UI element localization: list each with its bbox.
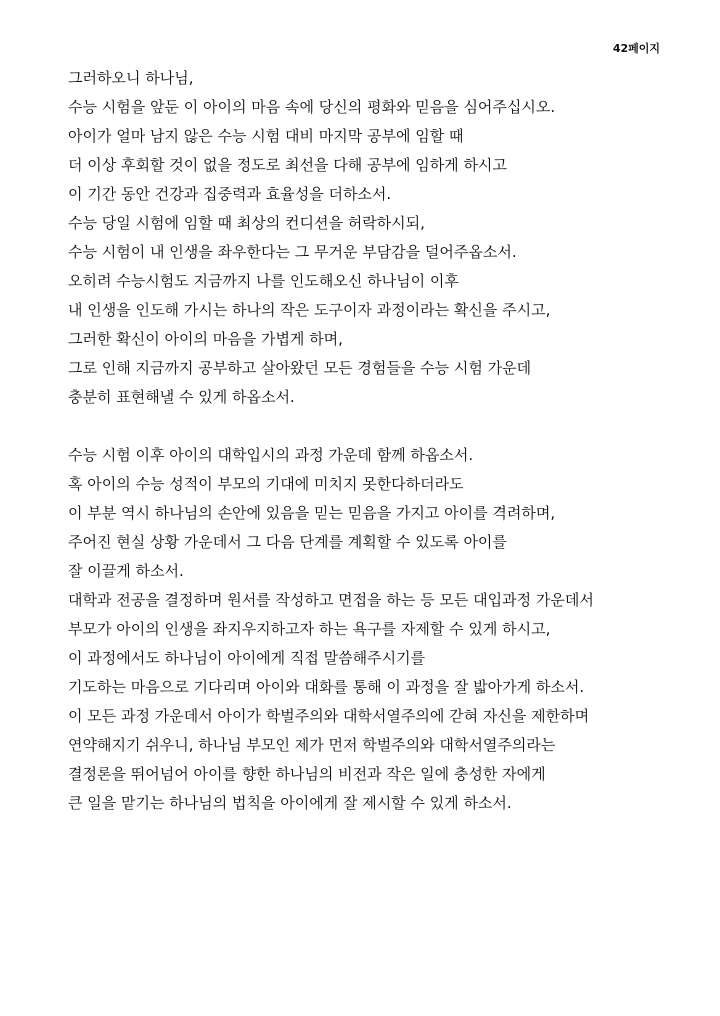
text-line: 수능 시험이 내 인생을 좌우한다는 그 무거운 부담감을 덜어주옵소서. <box>68 243 517 261</box>
text-line: 큰 일을 맡기는 하나님의 법칙을 아이에게 잘 제시할 수 있게 하소서. <box>68 794 512 812</box>
text-line: 부모가 아이의 인생을 좌지우지하고자 하는 욕구를 자제할 수 있게 하시고, <box>68 620 551 638</box>
text-line: 이 과정에서도 하나님이 아이에게 직접 말씀해주시기를 <box>68 649 426 667</box>
document-body <box>68 64 668 818</box>
text-line: 그로 인해 지금까지 공부하고 살아왔던 모든 경험들을 수능 시험 가운데 <box>68 359 532 377</box>
paragraph-1 <box>68 64 668 412</box>
text-line: 결정론을 뛰어넘어 아이를 향한 하나님의 비전과 작은 일에 충성한 자에게 <box>68 765 546 783</box>
text-line: 수능 시험 이후 아이의 대학입시의 과정 가운데 함께 하옵소서. <box>68 446 474 464</box>
text-line: 대학과 전공을 결정하며 원서를 작성하고 면접을 하는 등 모든 대입과정 가운데서 <box>68 591 594 609</box>
paragraph-2 <box>68 441 668 818</box>
text-line: 기도하는 마음으로 기다리며 아이와 대화를 통해 이 과정을 잘 밟아가게 하소서. <box>68 678 585 696</box>
text-line: 더 이상 후회할 것이 없을 정도로 최선을 다해 공부에 임하게 하시고 <box>68 156 507 174</box>
page-number: 42페이지 <box>612 42 660 55</box>
text-line: 내 인생을 인도해 가시는 하나의 작은 도구이자 과정이라는 확신을 주시고, <box>68 301 551 319</box>
text-line: 주어진 현실 상황 가운데서 그 다음 단계를 계획할 수 있도록 아이를 <box>68 533 507 551</box>
text-line: 이 모든 과정 가운데서 아이가 학벌주의와 대학서열주의에 갇혀 자신을 제한하며 <box>68 707 590 725</box>
text-line: 오히려 수능시험도 지금까지 나를 인도해오신 하나님이 이후 <box>68 272 459 290</box>
text-line: 잘 이끌게 하소서. <box>68 562 184 580</box>
text-line: 이 부분 역시 하나님의 손안에 있음을 믿는 믿음을 가지고 아이를 격려하며, <box>68 504 556 522</box>
text-line: 혹 아이의 수능 성적이 부모의 기대에 미치지 못한다하더라도 <box>68 475 464 493</box>
text-line: 수능 시험을 앞둔 이 아이의 마음 속에 당신의 평화와 믿음을 심어주십시오. <box>68 98 556 116</box>
text-line: 이 기간 동안 건강과 집중력과 효율성을 더하소서. <box>68 185 392 203</box>
text-line: 그러하오니 하나님, <box>68 69 194 87</box>
text-line: 아이가 얼마 남지 않은 수능 시험 대비 마지막 공부에 임할 때 <box>68 127 464 145</box>
text-line: 수능 당일 시험에 임할 때 최상의 컨디션을 허락하시되, <box>68 214 425 232</box>
text-line: 그러한 확신이 아이의 마음을 가볍게 하며, <box>68 330 343 348</box>
text-line: 충분히 표현해낼 수 있게 하옵소서. <box>68 388 295 406</box>
text-line: 연약해지기 쉬우니, 하나님 부모인 제가 먼저 학벌주의와 대학서열주의라는 <box>68 736 556 754</box>
